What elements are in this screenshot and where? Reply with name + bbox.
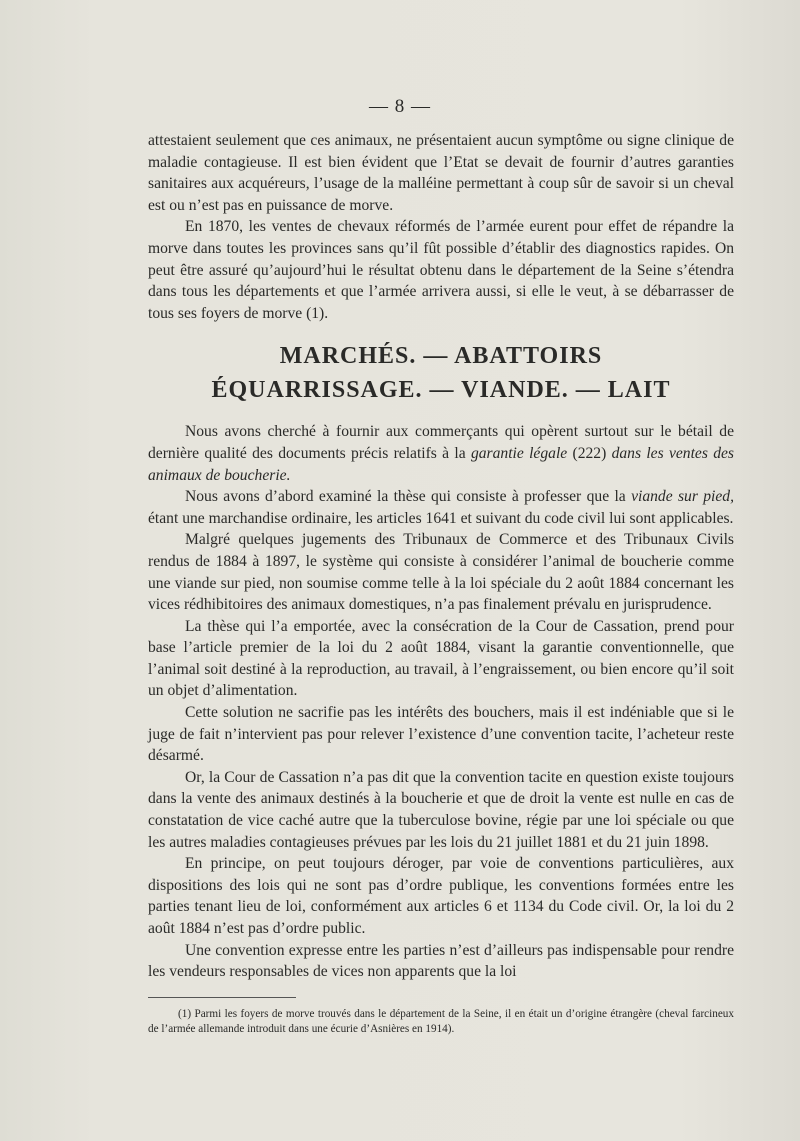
italic-run: garantie légale: [470, 444, 568, 462]
italic-run: dans les ventes des animaux de boucherie.: [148, 444, 735, 484]
paragraph-cassation: La thèse qui l’a emportée, avec la consécration de la Cour de Cassation, prend pour base l’article premier de la loi du 2 août 1884, visant la garantie conventionnelle, que l’animal soit destiné à la reproduction, au travail, à l’engraissement, ou bien encore qu’il soit un objet d’alimentation.: [148, 617, 734, 700]
text-run: Nous avons cherché à fournir aux commerçants qui opèrent surtout sur le bétail de dernière qualité des documents précis relatifs à la: [148, 423, 734, 462]
paragraph-continuation: attestaient seulement que ces animaux, ne présentaient aucun symptôme ou signe clinique de maladie contagieuse. Il est bien évident que l’Etat se devait de fournir d’autres garanties sanitaires aux acquéreurs, l’usage de la malléine permettant à coup sûr de savoir si un cheval est ou n’est pas en puissance de morve.: [148, 132, 734, 214]
paragraph-express-convention: Une convention expresse entre les parties n’est d’ailleurs pas indispensable pour rendre les vendeurs responsables de vices non apparents que la loi: [148, 941, 734, 981]
paragraph-intro: [148, 421, 734, 486]
footnote-divider: [148, 997, 296, 998]
paragraph-jurisprudence: Malgré quelques jugements des Tribunaux de Commerce et des Tribunaux Civils rendus de 1884 à 1897, le système qui consiste à considérer l’animal de boucherie comme une viande sur pied, non soumise comme telle à la loi spéciale du 2 août 1884 concernant les vices rédhibitoires des animaux domestiques, n’a pas finalement prévalu en jurisprudence.: [148, 531, 734, 614]
page-content: [148, 130, 734, 1037]
footnote: (1) Parmi les foyers de morve trouvés dans le département de la Seine, il en était un d’origine étrangère (cheval farcineux de l’armée allemande introduit dans une écurie d’Asnières en 1914).: [148, 1007, 734, 1035]
paragraph-solution: Cette solution ne sacrifie pas les intérêts des bouchers, mais il est indéniable que si le juge de fait n’intervient pas pour relever l’existence d’une convention tacite, l’acheteur reste désarmé.: [148, 704, 734, 765]
page-number: — 8 —: [369, 96, 431, 117]
text-run: Nous avons d’abord examiné la thèse qui consiste à professer que la: [185, 488, 632, 506]
section-heading-line-2: ÉQUARRISSAGE. — VIANDE. — LAIT: [211, 377, 671, 404]
italic-run: viande sur pied,: [631, 488, 734, 506]
paragraph-thesis: [148, 486, 734, 529]
text-run: étant une marchandise ordinaire, les articles 1641 et suivant du code civil lui sont applicables.: [148, 509, 734, 527]
paragraph-1870-sales: En 1870, les ventes de chevaux réformés de l’armée eurent pour effet de répandre la morve dans toutes les provinces sans qu’il fût possible d’établir des diagnostics rapides. On peut être assuré qu’aujourd’hui le résultat obtenu dans le département de la Seine s’étendra dans tous les départements et que l’armée arrivera aussi, si elle le veut, à se débarrasser de tous ses foyers de morve (1).: [148, 218, 734, 322]
text-run: (222): [567, 444, 612, 462]
paragraph-tacit-convention: Or, la Cour de Cassation n’a pas dit que la convention tacite en question existe toujours dans la vente des animaux destinés à la boucherie et que de droit la vente est nulle en cas de constatation de vice caché autre que la tuberculose bovine, régie par une loi spéciale ou que les autres maladies contagieuses prévues par les lois du 21 juillet 1881 et du 21 juin 1898.: [148, 768, 734, 851]
paragraph-principle: En principe, on peut toujours déroger, par voie de conventions particulières, aux dispositions des lois qui ne sont pas d’ordre publique, les conventions formées entre les parties tenant lieu de loi, conformément aux articles 6 et 1134 du Code civil. Or, la loi du 2 août 1884 n’est pas d’ordre public.: [148, 855, 734, 937]
section-heading-line-1: MARCHÉS. — ABATTOIRS: [279, 343, 603, 370]
